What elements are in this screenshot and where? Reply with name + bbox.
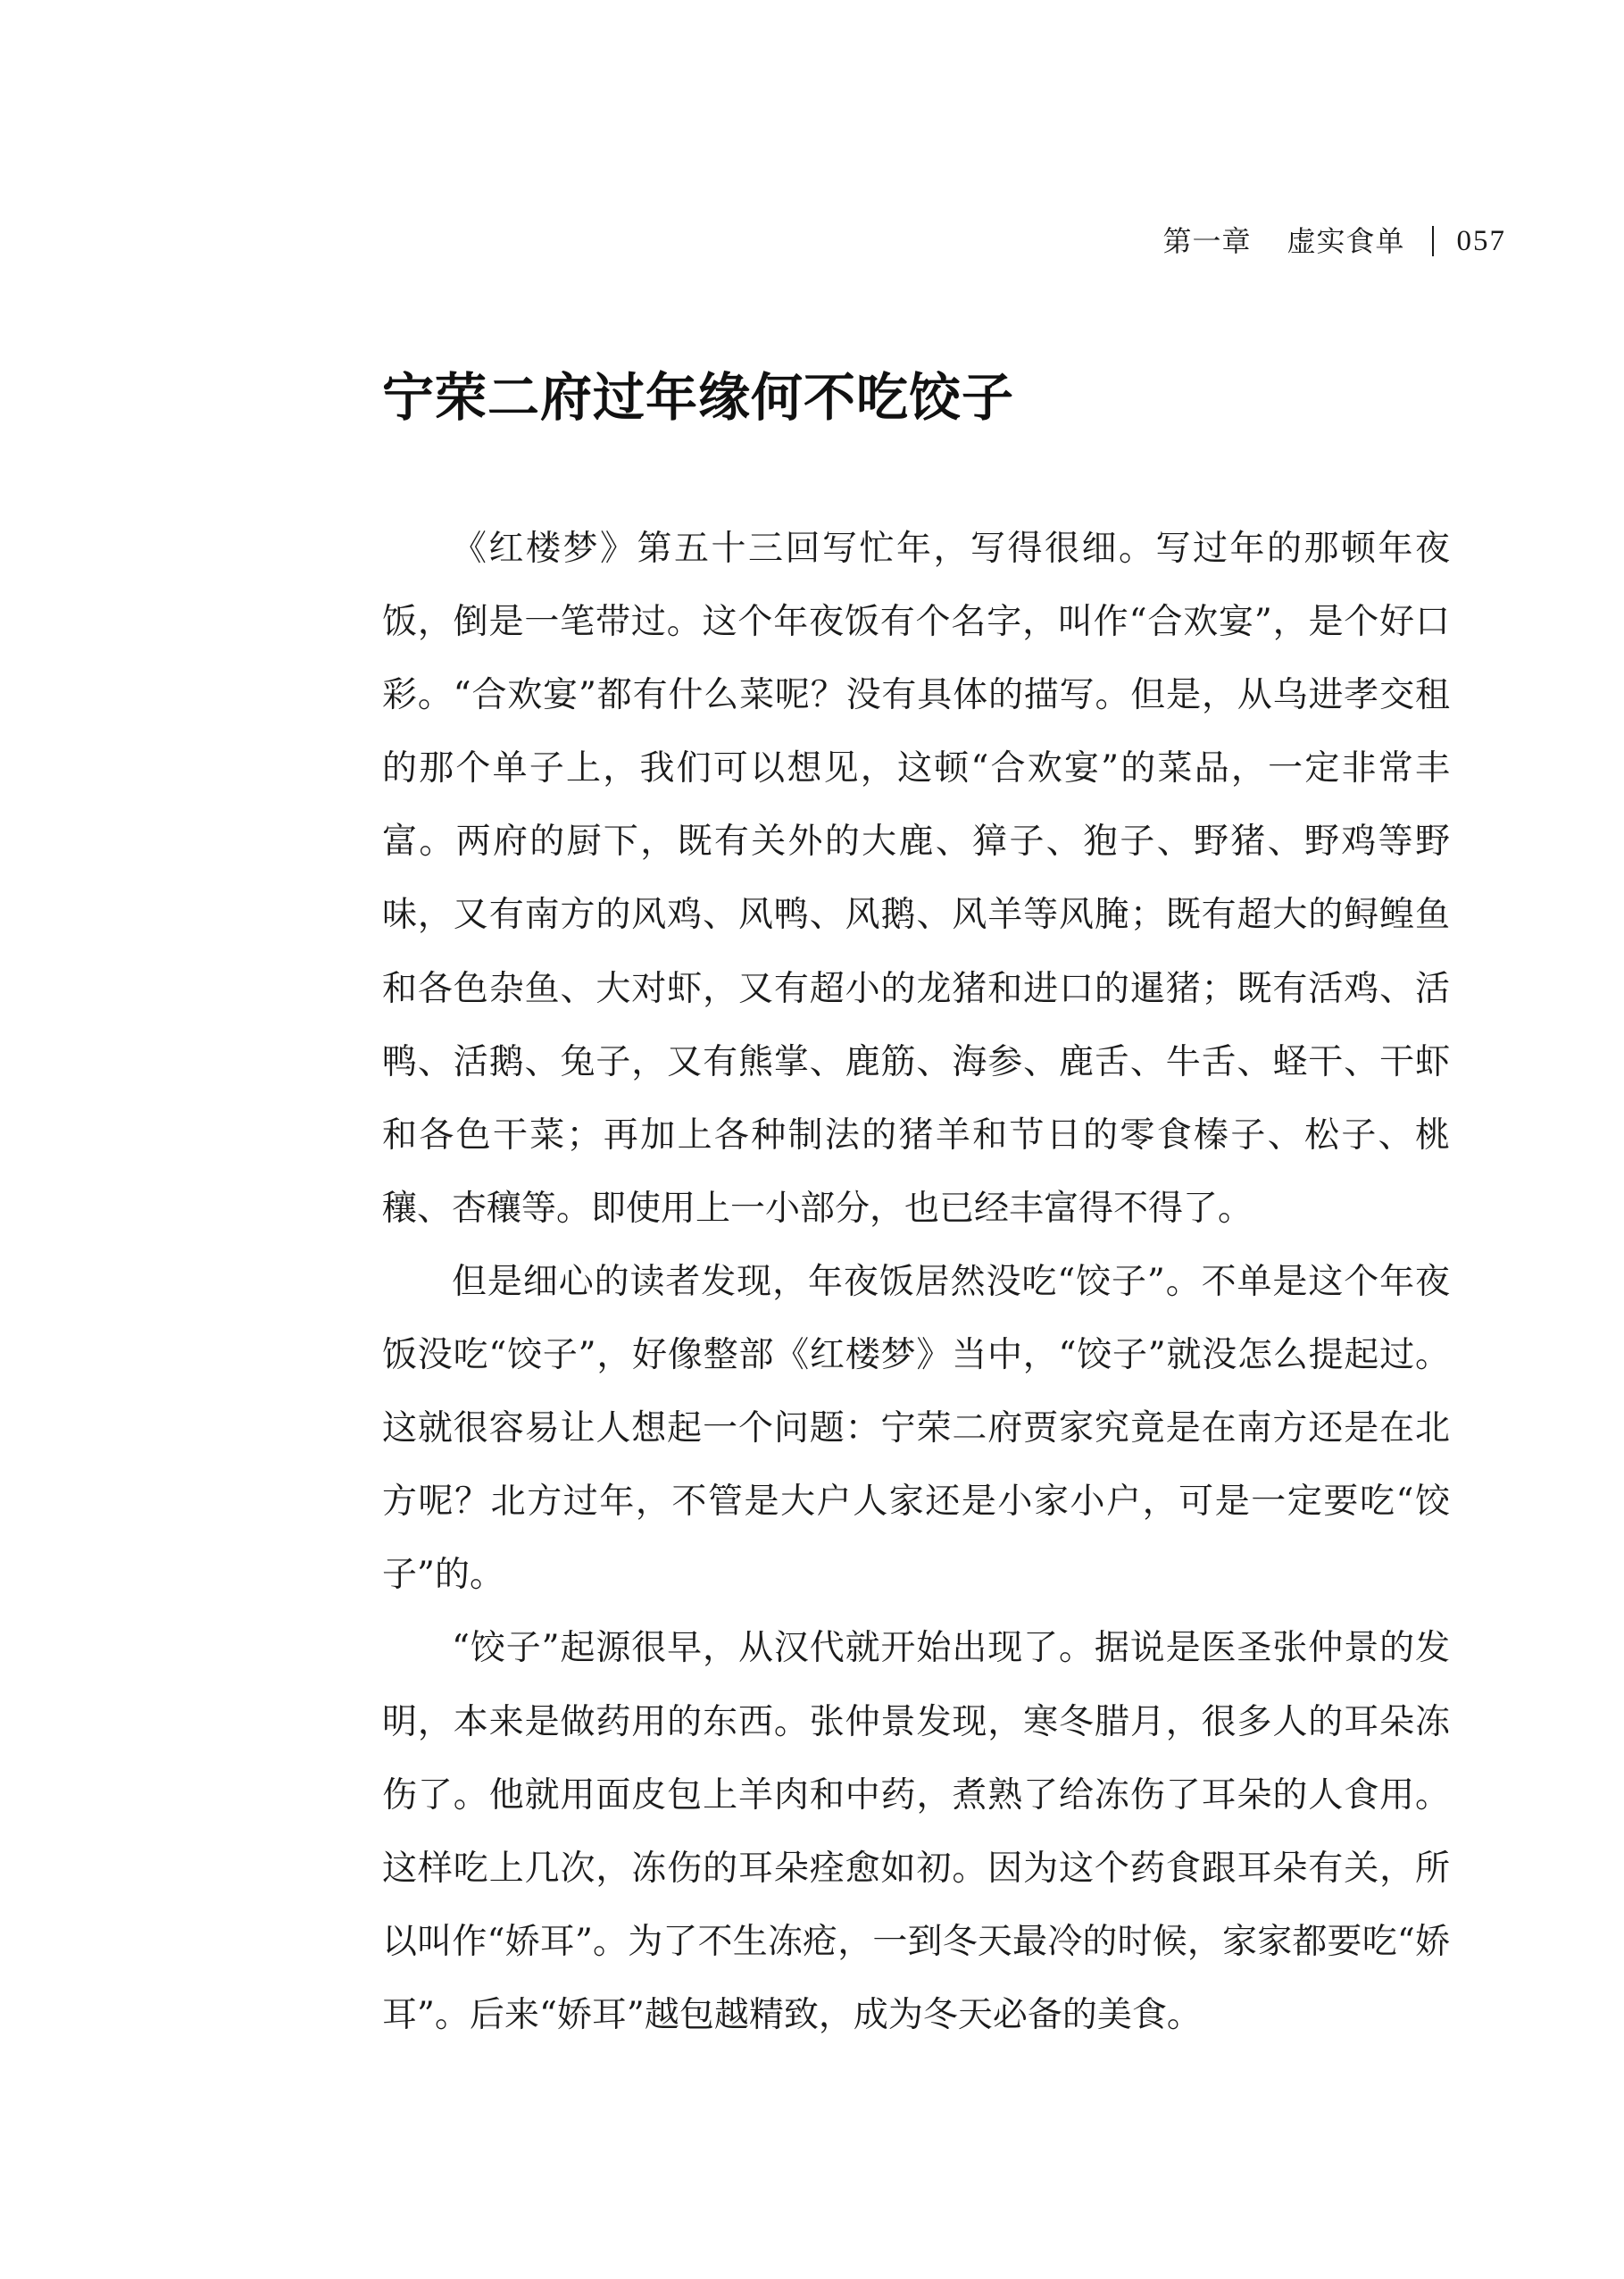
header-separator [1432, 226, 1434, 256]
section-label: 虚实食单 [1287, 224, 1405, 258]
paragraph: 《红楼梦》第五十三回写忙年，写得很细。写过年的那顿年夜饭，倒是一笔带过。这个年夜饭有个名字，叫作“合欢宴”，是个好口彩。“合欢宴”都有什么菜呢？没有具体的描写。但是，从乌进孝交租的那个单子上，我们可以想见，这顿“合欢宴”的菜品，一定非常丰富。两府的厨下，既有关外的大鹿、獐子、狍子、野猪、野鸡等野味，又有南方的风鸡、风鸭、风鹅、风羊等风腌；既有超大的鲟鳇鱼和各色杂鱼、大对虾，又有超小的龙猪和进口的暹猪；既有活鸡、活鸭、活鹅、兔子，又有熊掌、鹿筋、海参、鹿舌、牛舌、蛏干、干虾和各色干菜；再加上各种制法的猪羊和节日的零食榛子、松子、桃穰、杏穰等。即使用上一小部分，也已经丰富得不得了。 [382, 529, 1450, 1229]
running-header [1162, 218, 1506, 264]
page-number: 057 [1456, 225, 1506, 257]
article-title: 宁荣二府过年缘何不吃饺子 [382, 367, 1015, 428]
chapter-label: 第一章 [1162, 224, 1252, 258]
article-body [382, 513, 1450, 2052]
paragraph: “饺子”起源很早，从汉代就开始出现了。据说是医圣张仲景的发明，本来是做药用的东西。张仲景发现，寒冬腊月，很多人的耳朵冻伤了。他就用面皮包上羊肉和中药，煮熟了给冻伤了耳朵的人食用。这样吃上几次，冻伤的耳朵痊愈如初。因为这个药食跟耳朵有关，所以叫作“娇耳”。为了不生冻疮，一到冬天最冷的时候，家家都要吃“娇耳”。后来“娇耳”越包越精致，成为冬天必备的美食。 [382, 1628, 1450, 2035]
paragraph: 但是细心的读者发现，年夜饭居然没吃“饺子”。不单是这个年夜饭没吃“饺子”，好像整部《红楼梦》当中，“饺子”就没怎么提起过。这就很容易让人想起一个问题：宁荣二府贾家究竟是在南方还是在北方呢？北方过年，不管是大户人家还是小家小户，可是一定要吃“饺子”的。 [382, 1261, 1450, 1596]
